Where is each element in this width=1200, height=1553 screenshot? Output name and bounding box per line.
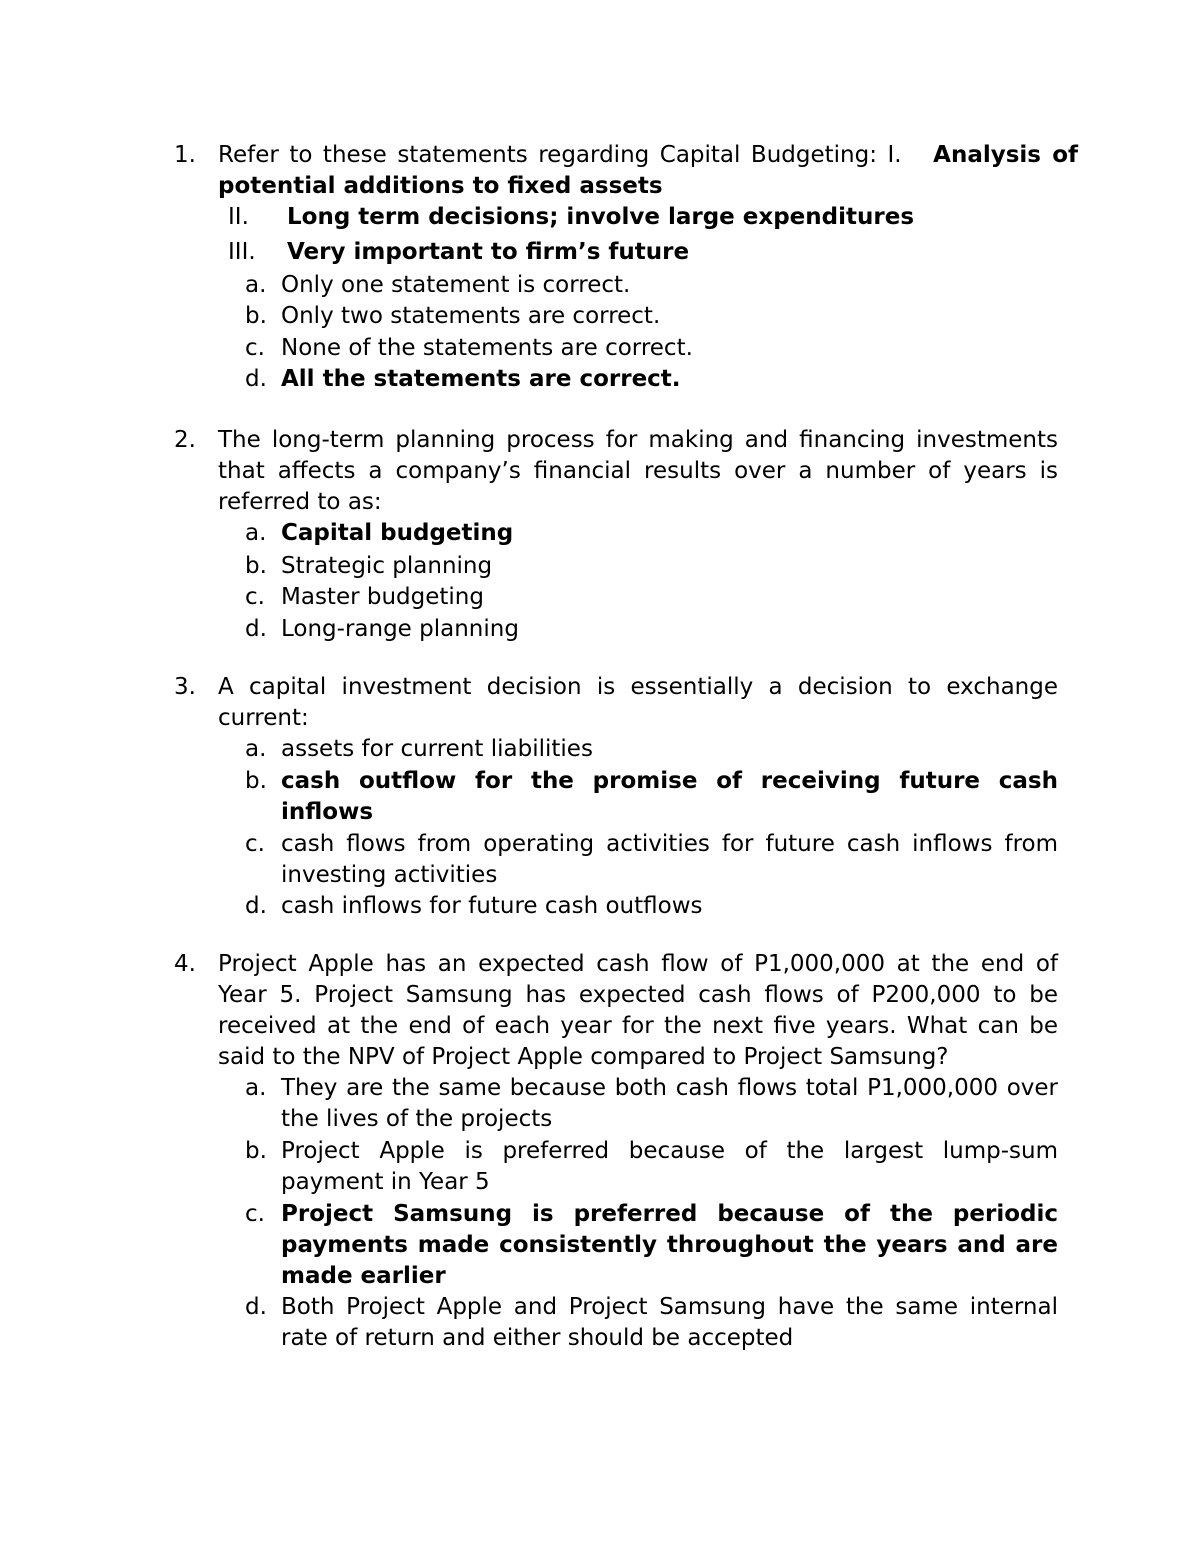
option-text: None of the statements are correct. [281,335,693,361]
question-stem: A capital investment decision is essentially a decision to exchange current: [218,674,1058,731]
option-text: Master budgeting [281,584,484,610]
option-letter: d. [245,1294,267,1320]
option-text: Project Apple is preferred because of the largest lump-sum payment in Year 5 [281,1138,1058,1195]
option-letter: b. [245,768,267,794]
stem-bold-text: Analysis of potential additions to fixed assets [218,142,1079,199]
option-letter: c. [245,1201,265,1227]
option-text-answer: Project Samsung is preferred because of the periodic payments made consistently throughout the years and are made earlier [281,1201,1058,1289]
option-letter: d. [245,366,267,392]
option-text: Only two statements are correct. [281,303,661,329]
option-letter: a. [245,736,267,762]
option-letter: d. [245,893,267,919]
option-text: Only one statement is correct. [281,272,631,298]
question-number: 2. [174,427,196,453]
option-text: Strategic planning [281,553,493,579]
statement-text: Very important to firm’s future [287,239,690,265]
option-text-answer: cash outflow for the promise of receiving future cash inflows [281,768,1058,825]
option-text: cash flows from operating activities for future cash inflows from investing activities [281,831,1058,888]
option-letter: b. [245,303,267,329]
question-number: 1. [174,142,196,168]
question-number: 3. [174,674,196,700]
option-text: They are the same because both cash flows total P1,000,000 over the lives of the projects [281,1075,1058,1132]
option-letter: c. [245,831,265,857]
stem-text: Refer to these statements regarding Capital Budgeting: I. [218,142,902,168]
statement-numeral: II. [228,204,249,230]
option-text-answer: Capital budgeting [281,520,514,546]
option-text-answer: All the statements are correct. [281,366,681,392]
option-text: assets for current liabilities [281,736,593,762]
option-text: Both Project Apple and Project Samsung have the same internal rate of return and either should be accepted [281,1294,1058,1351]
option-letter: a. [245,272,267,298]
option-letter: c. [245,335,265,361]
question-number: 4. [174,951,196,977]
question-stem: The long-term planning process for making and financing investments that affects a company’s financial results over a number of years is referred to as: [218,427,1058,515]
statement-text: Long term decisions; involve large expenditures [287,204,915,230]
option-letter: b. [245,553,267,579]
option-letter: c. [245,584,265,610]
option-text: Long-range planning [281,616,519,642]
option-letter: a. [245,1075,267,1101]
statement-numeral: III. [228,239,256,265]
option-letter: d. [245,616,267,642]
question-stem [218,140,1078,202]
question-stem: Project Apple has an expected cash flow of P1,000,000 at the end of Year 5. Project Samsung has expected cash flows of P200,000 to be received at the end of each year for the next five years. What can be said to the NPV of Project Apple compared to Project Samsung? [218,951,1058,1070]
option-letter: a. [245,520,267,546]
option-text: cash inflows for future cash outflows [281,893,703,919]
option-letter: b. [245,1138,267,1164]
